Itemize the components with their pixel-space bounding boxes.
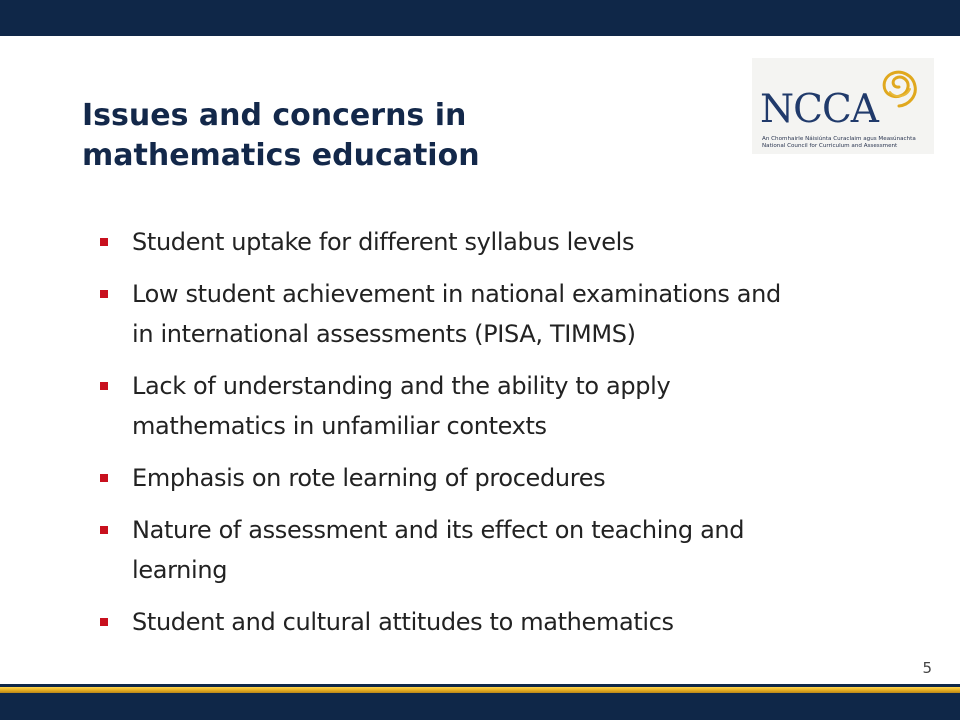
bullet-line: in international assessments (PISA, TIMMS) [132,320,636,348]
square-bullet-icon [100,618,108,626]
bullet-line: Lack of understanding and the ability to apply [132,372,671,400]
bottom-gold-stripe [0,687,960,693]
bullet-line: Emphasis on rote learning of procedures [132,464,606,492]
bullet-line: Low student achievement in national examinations and [132,280,781,308]
bullet-item [100,510,890,590]
square-bullet-icon [100,526,108,534]
bullet-item [100,458,890,498]
bullet-line: Student and cultural attitudes to mathematics [132,608,674,636]
square-bullet-icon [100,382,108,390]
slide-title [82,96,642,176]
bullet-list [100,222,890,654]
slide-title-line-2: mathematics education [82,138,480,173]
page-number: 5 [922,659,932,677]
square-bullet-icon [100,290,108,298]
ncca-swirl-icon [870,62,928,112]
bullet-item [100,274,890,354]
bullet-line: Student uptake for different syllabus levels [132,228,635,256]
ncca-logo [752,58,934,154]
top-band [0,0,960,36]
bullet-item [100,222,890,262]
bullet-line: mathematics in unfamiliar contexts [132,412,547,440]
bullet-item [100,366,890,446]
logo-subtitle-irish: An Chomhairle Náisiúnta Curaclaim agus Measúnachta [762,136,916,142]
square-bullet-icon [100,474,108,482]
bullet-item [100,602,890,642]
square-bullet-icon [100,238,108,246]
slide-title-line-1: Issues and concerns in [82,98,467,133]
logo-wordmark: NCCA [760,87,878,132]
bullet-line: Nature of assessment and its effect on teaching and [132,516,745,544]
bullet-line: learning [132,556,228,584]
logo-subtitle-english: National Council for Curriculum and Assessment [762,143,898,149]
